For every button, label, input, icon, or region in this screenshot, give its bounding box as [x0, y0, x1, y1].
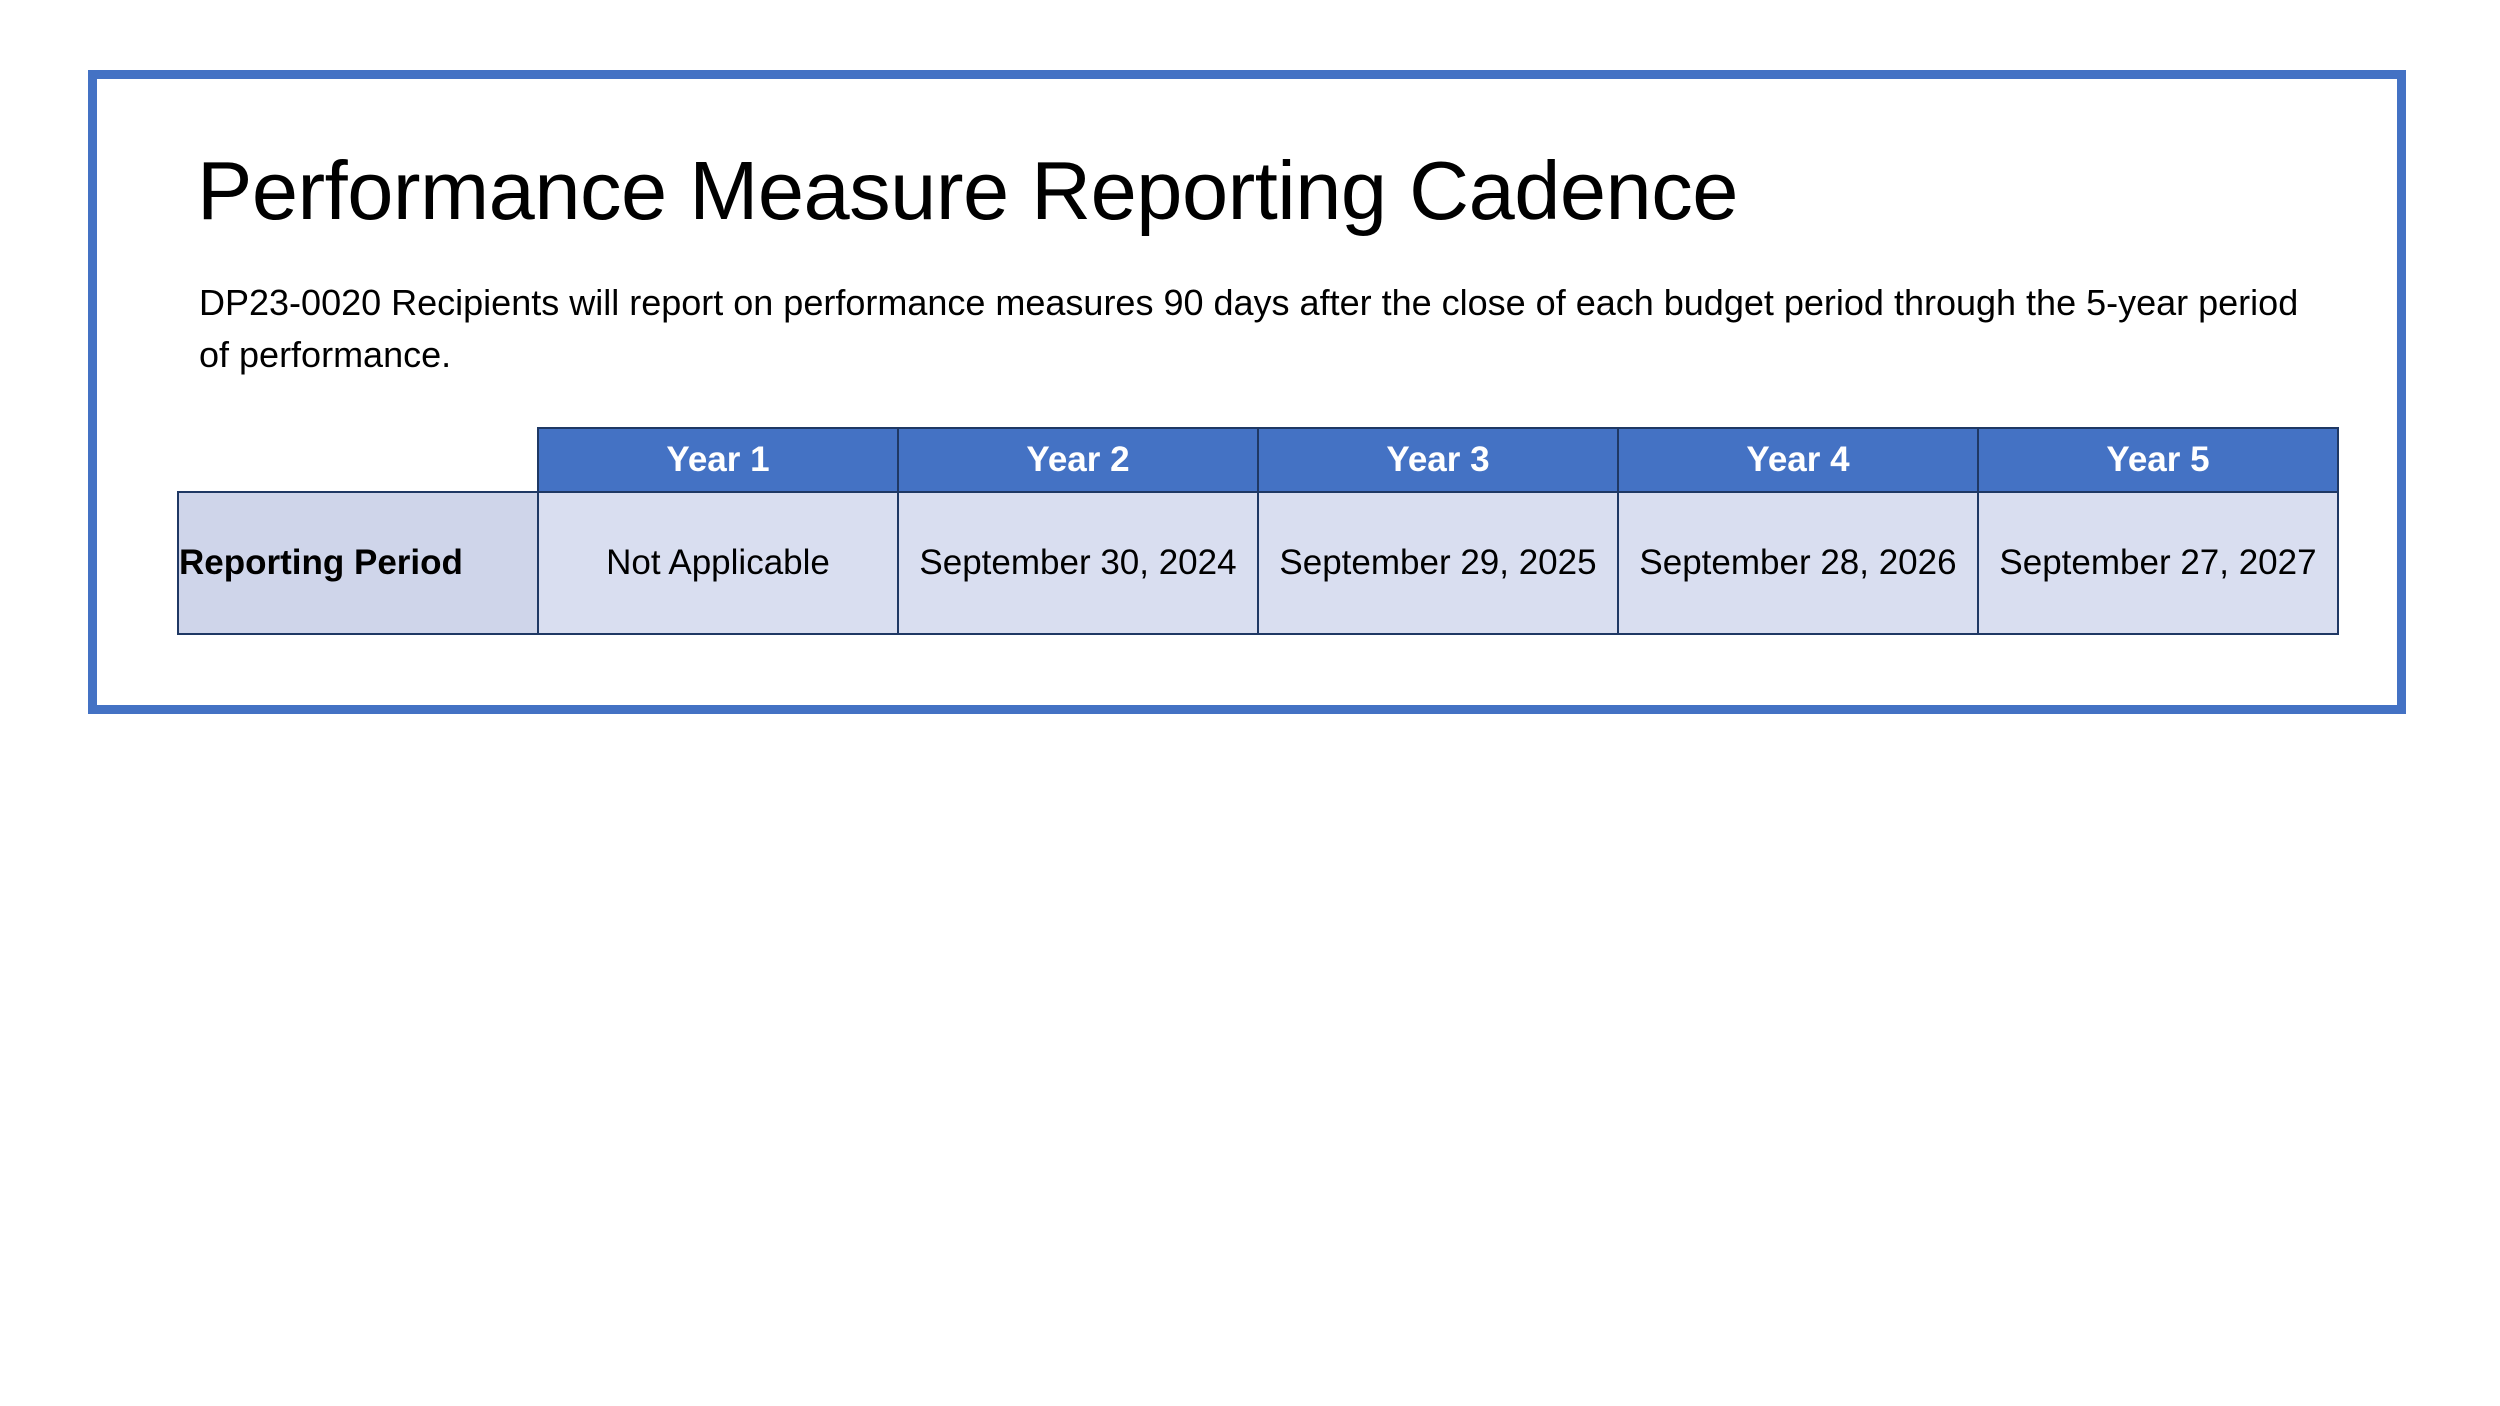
- row-label-reporting-period: Reporting Period: [178, 492, 538, 634]
- reporting-cadence-table: [177, 427, 2339, 635]
- column-header-year-5: Year 5: [1978, 428, 2338, 492]
- cell-year-2: September 30, 2024: [898, 492, 1258, 634]
- cell-year-4: September 28, 2026: [1618, 492, 1978, 634]
- table-header-row: [178, 428, 2338, 492]
- slide-subtitle: DP23-0020 Recipients will report on performance measures 90 days after the close of each budget period through the 5-year period of performance.: [199, 282, 2299, 376]
- cell-year-5: September 27, 2027: [1978, 492, 2338, 634]
- slide-frame: [88, 70, 2406, 714]
- table-row: [178, 492, 2338, 634]
- column-header-year-2: Year 2: [898, 428, 1258, 492]
- column-header-year-1: Year 1: [538, 428, 898, 492]
- column-header-year-4: Year 4: [1618, 428, 1978, 492]
- column-header-year-3: Year 3: [1258, 428, 1618, 492]
- table-corner-cell: [178, 428, 538, 492]
- cell-year-1: Not Applicable: [538, 492, 898, 634]
- cell-year-3: September 29, 2025: [1258, 492, 1618, 634]
- page-title: Performance Measure Reporting Cadence: [197, 144, 1738, 237]
